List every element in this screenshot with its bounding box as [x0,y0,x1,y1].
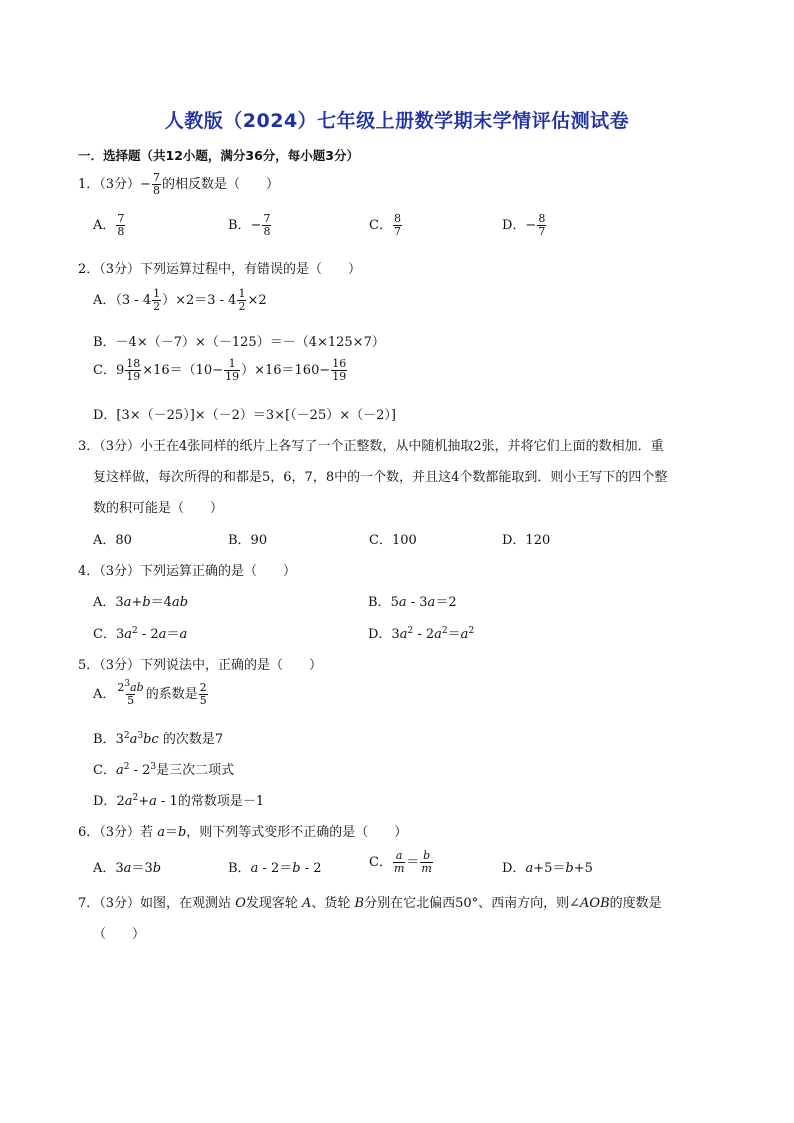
question-3-line-3: 数的积可能是（ ） [93,501,224,516]
question-5-option-b: B．$3^2a^3bc$ 的次数是7 [93,731,224,747]
question-4-option-d: D．$3a^2 - 2a^2=a^2$ [368,626,475,642]
question-3-option-a: A．80 [93,533,132,548]
question-4-option-a: A．3a+b＝4ab [93,595,189,610]
question-2-stem: 2．（3分）下列运算过程中，有错误的是（ ） [78,262,362,277]
question-4-option-c: C．$3a^2 - 2a=a$ [93,626,188,642]
question-5-stem: 5．（3分）下列说法中，正确的是（ ） [78,658,323,673]
question-7-stem: 7．（3分）如图，在观测站 O发现客轮 A、货轮 B分别在它北偏西50°、西南方向，则∠AOB的度数是 [78,896,662,911]
question-3-option-c: C．100 [369,533,417,548]
question-5-option-d: D．$2a^2+a - 1$的常数项是－1 [93,793,265,809]
question-3-option-b: B．90 [228,533,268,548]
question-2-option-c: C．9 $\frac{18}{19}$ ×16＝（10− $\frac{1}{19}$ ）×16＝160− $\frac{16}{19}$ [93,357,347,383]
question-6-option-b: B．a - 2＝b - 2 [228,861,322,876]
question-4-option-b: B．5a - 3a＝2 [368,595,457,610]
fraction: $\frac{7}{8}$ [152,171,160,197]
question-6-option-a: A．3a＝3b [93,861,162,876]
question-6-stem: 6．（3分）若 a＝b，则下列等式变形不正确的是（ ） [78,825,408,840]
question-1-option-c: C． $\frac{8}{7}$ [369,212,401,238]
question-1-option-d: D．− $\frac{8}{7}$ [502,212,546,238]
question-4-stem: 4．（3分）下列运算正确的是（ ） [78,564,297,579]
question-6-option-d: D．a+5＝b+5 [502,861,593,876]
question-1-option-a: A． $\frac{7}{8}$ [93,212,125,238]
question-5-option-c: C．$a^2 - 2^3$是三次二项式 [93,762,235,778]
document-title: 人教版（2024）七年级上册数学期末学情评估测试卷 [164,110,630,132]
question-5-option-a: A． $\frac{2^3ab}{5}$ 的系数是 $\frac{2}{5}$ [93,679,207,707]
question-2-option-d: D．[3×（－25）]×（－2）＝3×[（－25）×（－2）] [93,408,396,423]
question-7-line-2: （ ） [93,927,146,942]
question-3-line-1: 3．（3分）小王在4张同样的纸片上各写了一个正整数，从中随机抽取2张，并将它们上面的数相加．重 [78,439,664,454]
question-2-option-a: A．（3 - 4 $\frac{1}{2}$ ）×2＝3 - 4 $\frac{1}{2}$ ×2 [93,287,267,313]
question-1-stem: 1．（3分）− $\frac{7}{8}$ 的相反数是（ ） [78,171,279,197]
question-6-option-c: C． $\frac{a}{m}$ ＝ $\frac{b}{m}$ [369,849,432,875]
section-heading: 一．选择题（共12小题，满分36分，每小题3分） [78,148,359,163]
question-3-option-d: D．120 [502,533,551,548]
question-3-line-2: 复这样做，每次所得的和都是5，6，7，8中的一个数，并且这4个数都能取到．则小王写下的四个整 [93,470,668,485]
question-2-option-b: B．－4×（－7）×（－125）＝－（4×125×7） [93,335,385,350]
question-1-option-b: B．− $\frac{7}{8}$ [228,212,271,238]
